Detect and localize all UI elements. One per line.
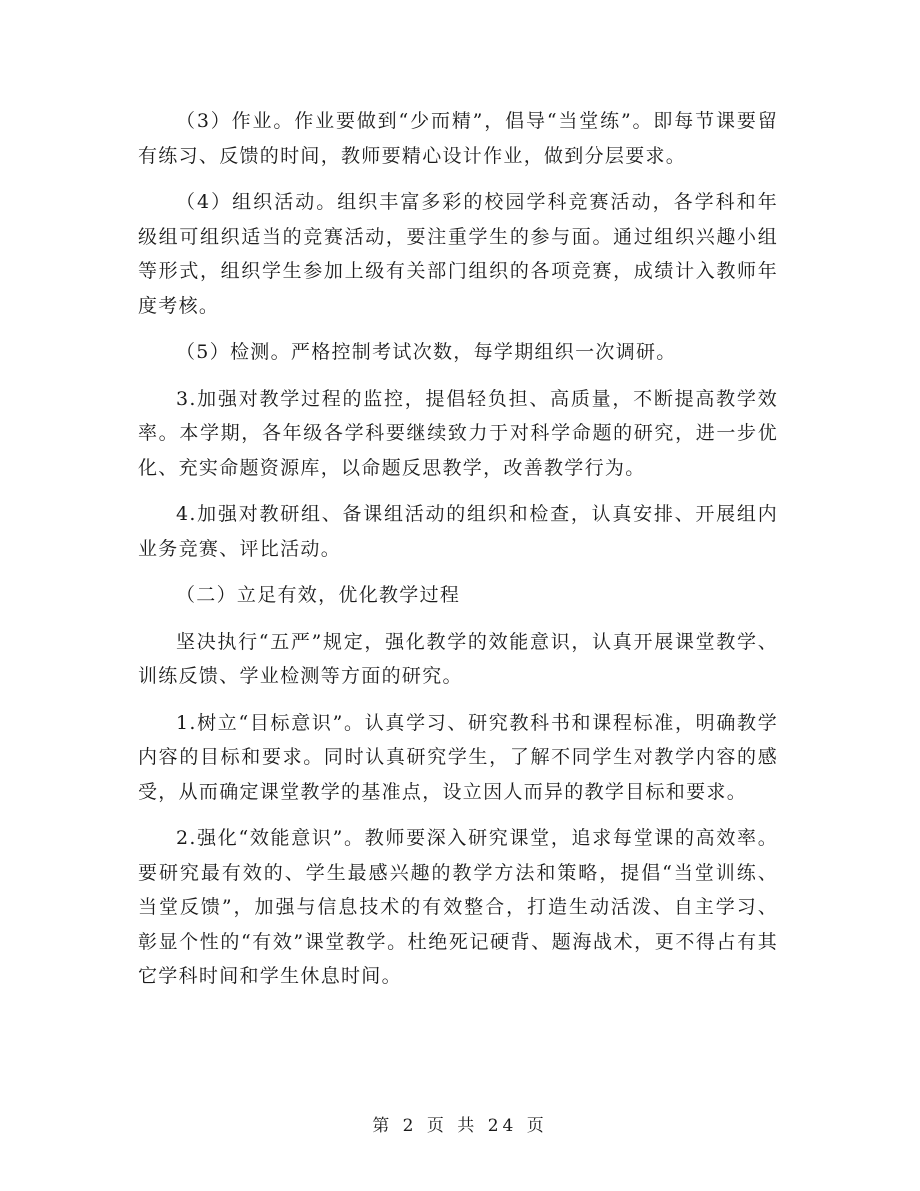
paragraph-testing: （5）检测。严格控制考试次数，每学期组织一次调研。 [176, 341, 677, 363]
paragraph-activities: （4）组织活动。组织丰富多彩的校园学科竞赛活动，各学科和年级组可组织适当的竞赛活动，要注重学生的参与面。通过组织兴趣小组等形式，组织学生参加上级有关部门组织的各项竞赛，成绩计入教师年度考核。 [138, 191, 778, 317]
paragraph-homework: （3）作业。作业要做到“少而精”，倡导“当堂练”。即每节课要留有练习、反馈的时间，教师要精心设计作业，做到分层要求。 [138, 110, 778, 167]
paragraph-monitoring: 3.加强对教学过程的监控，提倡轻负担、高质量，不断提高教学效率。本学期，各年级各学科要继续致力于对科学命题的研究，进一步优化、充实命题资源库，以命题反思教学，改善教学行为。 [138, 387, 778, 479]
page-number-footer: 第 2 页 共 24 页 [372, 1116, 548, 1136]
paragraph-goal-awareness: 1.树立“目标意识”。认真学习、研究教科书和课程标准，明确教学内容的目标和要求。同时认真研究学生，了解不同学生对教学内容的感受，从而确定课堂教学的基准点，设立因人而异的教学目标和要求。 [138, 711, 778, 803]
paragraph-research-groups: 4.加强对教研组、备课组活动的组织和检查，认真安排、开展组内业务竞赛、评比活动。 [138, 503, 778, 560]
section-heading: （二）立足有效，优化教学过程 [176, 584, 461, 606]
paragraph-efficiency-awareness: 2.强化“效能意识”。教师要深入研究课堂，追求每堂课的高效率。要研究最有效的、学生最感兴趣的教学方法和策略，提倡“当堂训练、当堂反馈”，加强与信息技术的有效整合，打造生动活泼、自主学习、彰显个性的“有效”课堂教学。杜绝死记硬背、题海战术，更不得占有其它学科时间和学生休息时间。 [138, 827, 778, 987]
paragraph-five-strict: 坚决执行“五严”规定，强化教学的效能意识，认真开展课堂教学、训练反馈、学业检测等方面的研究。 [138, 630, 778, 687]
document-body [138, 104, 778, 1006]
